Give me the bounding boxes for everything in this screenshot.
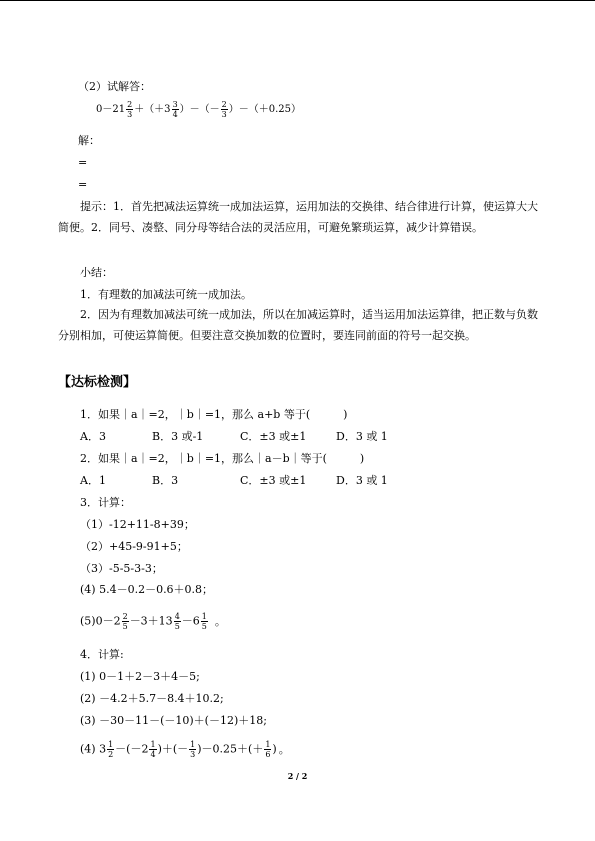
q4-item-4: (4) 3 $\frac{1}{2}$ －(－2 $\frac{1}{4}$ )＋(－ $\frac{1}{3}$ )－0.25＋(＋ $\frac{1}{6}$ ) 。 — [80, 740, 290, 759]
q3-item-2: （2）+45-9-91+5； — [80, 540, 188, 553]
question-3-label: 3．计算： — [80, 496, 131, 509]
summary-item-2: 2．因为有理数加减法可统一成加法，所以在加减运算时，适当运用加法运算律，把正数与负数分别相加，可使运算简便。但要注意交换加数的位置时，要连同前面的符号一起交换。 — [58, 308, 538, 342]
q2-option-d: D．3 或 1 — [336, 474, 388, 487]
q1-option-a: A．3 — [80, 430, 106, 443]
solution-label: 解： — [78, 134, 100, 147]
q1-option-c: C．±3 或±1 — [240, 430, 307, 443]
test-heading: 【达标检测】 — [58, 375, 137, 390]
question-4-label: 4．计算: — [80, 648, 124, 661]
q3-item-5: (5)0－2 $\frac{2}{5}$ －3＋13 $\frac{4}{5}$ －6 $\frac{1}{5}$ 。 — [80, 612, 226, 631]
page-number: 2 / 2 — [287, 771, 308, 781]
q4-item-3: (3) －30－11－(－10)＋(－12)＋18; — [80, 714, 267, 727]
q2-option-a: A．1 — [80, 474, 106, 487]
question-2: 2．如果｜a｜=2，｜b｜=1，那么｜a－b｜等于( ) — [80, 452, 365, 465]
q2-option-b: B．3 — [152, 474, 179, 487]
question-1: 1．如果｜a｜=2，｜b｜=1，那么 a+b 等于( ) — [80, 408, 348, 421]
try-title: （2）试解答： — [78, 80, 151, 93]
solution-step-1: = — [78, 156, 88, 169]
summary-item-1: 1．有理数的加减法可统一成加法。 — [80, 288, 252, 301]
solution-step-2: = — [78, 178, 88, 191]
try-expression: 0－21 $\frac{2}{3}$ ＋（＋3 $\frac{3}{4}$ ）－（－ $\frac{2}{3}$ ）－（＋0.25） — [96, 100, 302, 119]
q3-item-3: （3）-5-5-3-3； — [80, 562, 163, 575]
q2-option-c: C．±3 或±1 — [240, 474, 307, 487]
q3-item-1: （1）-12+11-8+39； — [80, 518, 195, 531]
q4-item-1: (1) 0－1＋2－3＋4－5; — [80, 670, 200, 683]
top-rule — [0, 0, 595, 1]
q3-item-4: (4) 5.4－0.2－0.6＋0.8； — [80, 583, 214, 596]
q1-option-b: B．3 或-1 — [152, 430, 204, 443]
q4-item-2: (2) －4.2＋5.7－8.4＋10.2; — [80, 692, 224, 705]
q1-option-d: D．3 或 1 — [336, 430, 388, 443]
summary-label: 小结： — [80, 266, 113, 279]
hint-paragraph: 提示：1．首先把减法运算统一成加法运算，运用加法的交换律、结合律进行计算，使运算大大简便。2．同号、凑整、同分母等结合法的灵活应用，可避免繁琐运算，减少计算错误。 — [58, 200, 538, 234]
